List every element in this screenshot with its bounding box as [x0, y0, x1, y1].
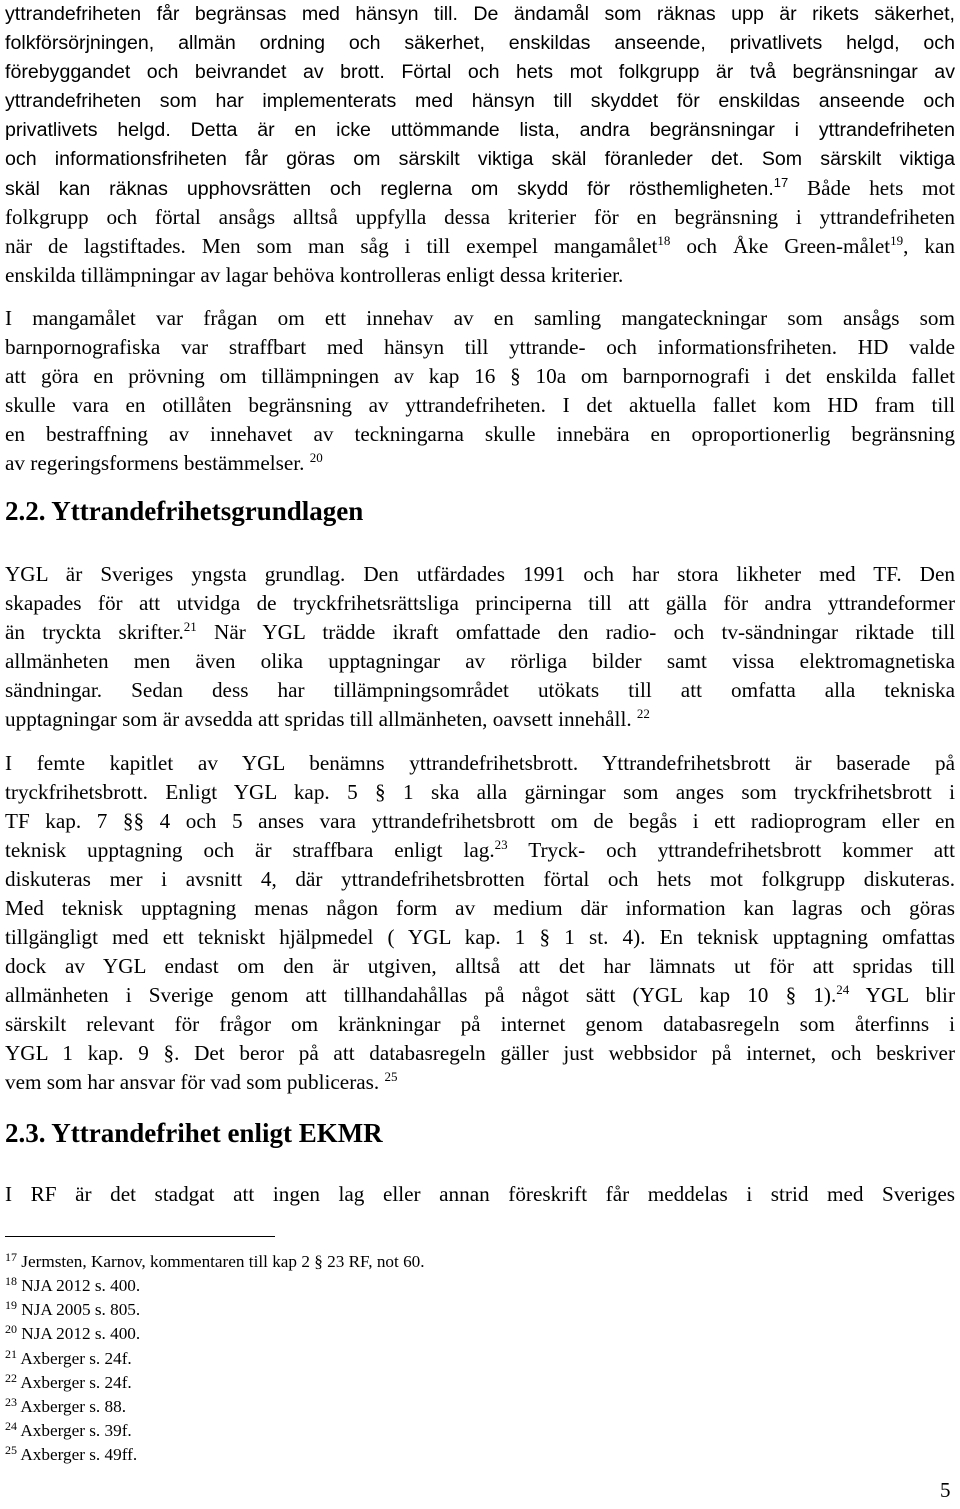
footnote-number: 24: [5, 1419, 17, 1433]
footnote-number: 21: [5, 1347, 17, 1361]
text-line: [5, 174, 955, 204]
footnote-ref: 24: [836, 982, 850, 997]
section-heading: 2.3. Yttrandefrihet enligt EKMR: [5, 1118, 383, 1148]
footnote-text: Axberger s. 24f.: [20, 1373, 132, 1392]
text-run: teknisk upptagning och är straffbara enligt lag.: [5, 838, 495, 862]
footnote-ref: 22: [636, 706, 650, 721]
footnote-separator: [5, 1236, 275, 1237]
footnote-ref: 18: [657, 233, 671, 248]
footnote-ref: 21: [183, 619, 197, 634]
section-heading: 2.2. Yttrandefrihetsgrundlagen: [5, 496, 364, 526]
text-line: [5, 232, 955, 261]
footnote-number: 25: [5, 1443, 17, 1457]
text-line: diskuteras mer i avsnitt 4, där yttrandefrihetsbrotten förtal och hets mot folkgrupp diskuteras.: [5, 867, 955, 891]
footnote-ref: 20: [309, 450, 323, 465]
footnote: [5, 1251, 425, 1273]
text-line: skulle vara en otillåten begränsning av yttrandefriheten. I det aktuella fallet kom HD fram till: [5, 393, 955, 417]
text-line: [5, 618, 955, 647]
text-line: [5, 1068, 955, 1097]
text-line: [5, 705, 955, 734]
footnote-text: Axberger s. 49ff.: [20, 1445, 138, 1464]
text-line: yttrandefriheten som har implementerats med hänsyn till skyddet för enskildas anseende och: [5, 90, 955, 112]
text-run: och Åke Green-målet: [670, 234, 891, 258]
footnote-number: 22: [5, 1371, 17, 1385]
text-run: YGL blir: [849, 983, 955, 1007]
text-line: I RF är det stadgat att ingen lag eller annan föreskrift får meddelas i strid med Sveriges: [5, 1182, 955, 1206]
text-line: enskilda tillämpningar av lagar behöva kontrolleras enligt dessa kriterier.: [5, 263, 624, 287]
footnote-number: 18: [5, 1274, 17, 1288]
footnote-text: Axberger s. 39f.: [20, 1421, 132, 1440]
text-run: allmänheten i Sverige genom att tillhandahållas på något sätt (YGL kap 10 § 1).: [5, 983, 837, 1007]
text-line: dock av YGL endast om den är utgiven, alltså att det har lämnats ut för att spridas till: [5, 954, 955, 978]
text-line: allmänheten men även olika upptagningar av rörliga bilder samt vissa elektromagnetiska: [5, 649, 955, 673]
text-run: Men som man såg i till exempel mangamålet: [185, 234, 658, 258]
text-line: yttrandefriheten får begränsas med hänsyn till. De ändamål som räknas upp är rikets säkerhet,: [5, 3, 955, 25]
page-number: 5: [940, 1478, 951, 1502]
text-line: sändningar. Sedan dess har tillämpningsområdet utökats till att omfatta alla tekniska: [5, 678, 955, 702]
text-run: Både hets mot: [788, 176, 955, 200]
text-line: barnpornografiska var straffbart med hänsyn till yttrande- och informationsfriheten. HD valde: [5, 335, 955, 359]
footnote-text: Axberger s. 24f.: [20, 1349, 132, 1368]
text-line: tryckfrihetsbrott. Enligt YGL kap. 5 § 1 ska alla gärningar som anges som tryckfrihetsbrott i: [5, 780, 955, 804]
footnote: [5, 1299, 140, 1321]
text-run: När YGL trädde ikraft omfattade den radio- och tv-sändningar riktade till: [196, 620, 955, 644]
footnote-text: NJA 2012 s. 400.: [21, 1276, 141, 1295]
text-line: I mangamålet var frågan om ett innehav av en samling mangateckningar som ansågs som: [5, 306, 955, 330]
text-run: Tryck- och yttrandefrihetsbrott kommer att: [507, 838, 955, 862]
text-line: att göra en prövning om tillämpningen av kap 16 § 10a om barnpornografi i det enskilda fallet: [5, 364, 955, 388]
text-run: skäl kan räknas upphovsrätten och reglerna om skydd för rösthemligheten.: [5, 178, 774, 200]
text-line: Med teknisk upptagning menas någon form av medium där information kan lagras och göras: [5, 896, 955, 920]
footnote-ref: 25: [384, 1069, 398, 1084]
text-line: särskilt relevant för frågor om kränkningar på internet genom databasregeln som återfinns i: [5, 1012, 955, 1036]
text-line: [5, 836, 955, 865]
text-line: skapades för att utvidga de tryckfrihetsrättsliga principerna till att gälla för andra yttrandeformer: [5, 591, 955, 615]
footnote: [5, 1348, 132, 1370]
footnote-number: 20: [5, 1322, 17, 1336]
footnote-text: NJA 2005 s. 805.: [21, 1300, 141, 1319]
footnote: [5, 1323, 140, 1345]
footnote-number: 23: [5, 1395, 17, 1409]
text-run: , kan: [903, 234, 955, 258]
footnote: [5, 1372, 132, 1394]
text-line: privatlivets helgd. Detta är en icke uttömmande lista, andra begränsningar i yttrandefriheten: [5, 119, 955, 141]
footnote-text: Jermsten, Karnov, kommentaren till kap 2 § 23 RF, not 60.: [21, 1252, 425, 1271]
text-line: TF kap. 7 §§ 4 och 5 anses vara yttrandefrihetsbrott om de begås i ett radioprogram eller en: [5, 809, 955, 833]
text-line: [5, 981, 955, 1010]
footnote-ref: 23: [494, 837, 508, 852]
footnote-text: Axberger s. 88.: [20, 1397, 127, 1416]
footnote-ref: 17: [773, 175, 789, 190]
text-line: tillgängligt med ett tekniskt hjälpmedel ( YGL kap. 1 § 1 st. 4). En teknisk upptagning omfattas: [5, 925, 955, 949]
text-line: folkförsörjningen, allmän ordning och säkerhet, enskildas anseende, privatlivets helgd, och: [5, 32, 955, 54]
footnote: [5, 1275, 140, 1297]
text-run: än tryckta skrifter.: [5, 620, 184, 644]
text-run: av regeringsformens bestämmelser.: [5, 451, 305, 475]
text-line: YGL är Sveriges yngsta grundlag. Den utfärdades 1991 och har stora likheter med TF. Den: [5, 562, 955, 586]
text-line: folkgrupp och förtal ansågs alltså uppfylla dessa kriterier för en begränsning i yttrandefriheten: [5, 205, 955, 229]
text-run: när de lagstiftades.: [5, 234, 186, 258]
text-line: en bestraffning av innehavet av teckningarna skulle innebära en oproportionerlig begränsning: [5, 422, 955, 446]
footnote-number: 17: [5, 1250, 17, 1264]
text-run: upptagningar som är avsedda att spridas till allmänheten, oavsett innehåll.: [5, 707, 632, 731]
footnote-number: 19: [5, 1298, 17, 1312]
text-line: och informationsfriheten får göras om särskilt viktiga skäl föranleder det. Som särskilt viktiga: [5, 148, 955, 170]
text-line: [5, 449, 955, 478]
footnote-ref: 19: [890, 233, 904, 248]
text-line: förebyggandet och beivrandet av brott. Förtal och hets mot folkgrupp är två begränsningar av: [5, 61, 955, 83]
footnote: [5, 1396, 126, 1418]
text-line: I femte kapitlet av YGL benämns yttrandefrihetsbrott. Yttrandefrihetsbrott är baserade på: [5, 751, 955, 775]
footnote: [5, 1444, 137, 1466]
text-run: vem som har ansvar för vad som publiceras.: [5, 1070, 380, 1094]
text-line: YGL 1 kap. 9 §. Det beror på att databasregeln gäller just webbsidor på internet, och beskriver: [5, 1041, 955, 1065]
footnote: [5, 1420, 132, 1442]
footnote-text: NJA 2012 s. 400.: [21, 1324, 141, 1343]
